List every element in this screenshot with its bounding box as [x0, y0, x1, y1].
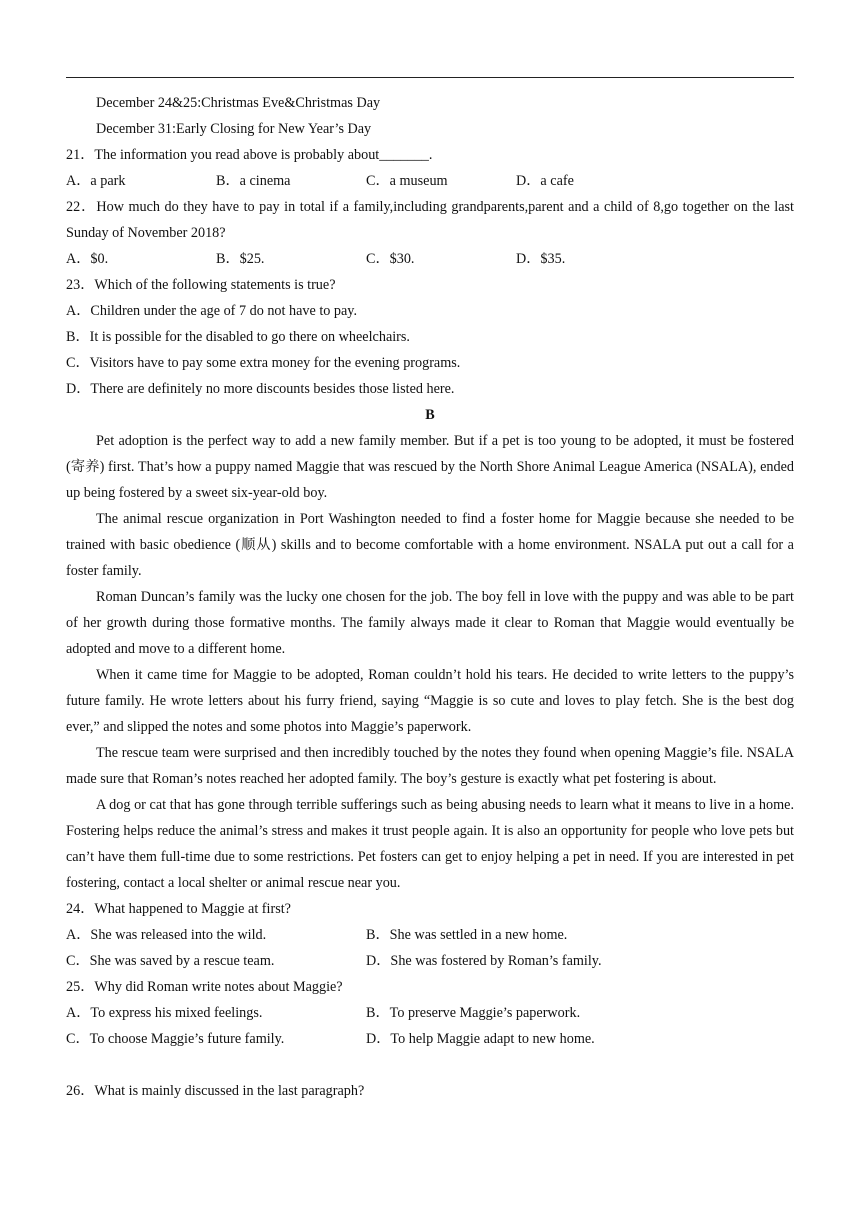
option-a: A．a park — [66, 173, 126, 189]
question-24-options — [66, 948, 794, 974]
header-rule — [66, 77, 794, 78]
question-24-stem: 24．What happened to Maggie at first? — [66, 901, 291, 917]
question-25-options — [66, 1000, 794, 1026]
question-21-options — [66, 168, 794, 194]
question-21-stem: 21．The information you read above is probably about_______. — [66, 147, 433, 163]
document-body — [66, 90, 794, 1104]
option-d: D．a cafe — [516, 173, 574, 189]
option-d: D．She was fostered by Roman’s family. — [366, 953, 602, 969]
option-c: C．Visitors have to pay some extra money for the evening programs. — [66, 355, 461, 371]
option-a: A．$0. — [66, 251, 109, 267]
question-22-stem: 22．How much do they have to pay in total if a family,including grandparents,parent and a child of 8,go together on the last Sunday of November 2018? — [66, 199, 794, 241]
question-25-options — [66, 1026, 794, 1052]
option-c: C．$30. — [366, 251, 415, 267]
option-c: C．To choose Maggie’s future family. — [66, 1031, 285, 1047]
option-a: A．Children under the age of 7 do not have to pay. — [66, 303, 358, 319]
question-25-stem: 25．Why did Roman write notes about Maggie? — [66, 979, 343, 995]
option-b: B．It is possible for the disabled to go there on wheelchairs. — [66, 329, 410, 345]
passage-paragraph: Pet adoption is the perfect way to add a new family member. But if a pet is too young to be adopted, it must be fostered (寄养) first. That’s how a puppy named Maggie that was rescued by the North Shore Animal League America (NSALA), ended up being fostered by a sweet six-year-old boy. — [66, 433, 794, 501]
question-24-options — [66, 922, 794, 948]
option-b: B．$25. — [216, 251, 265, 267]
option-d: D．$35. — [516, 251, 566, 267]
spacer — [66, 1052, 794, 1078]
passage-paragraph: The rescue team were surprised and then incredibly touched by the notes they found when opening Maggie’s file. NSALA made sure that Roman’s notes reached her adopted family. The boy’s gesture is exactly what pet fostering is about. — [66, 745, 794, 787]
option-b: B．She was settled in a new home. — [366, 927, 568, 943]
option-b: B．a cinema — [216, 173, 291, 189]
option-c: C．a museum — [366, 173, 448, 189]
question-22-options — [66, 246, 794, 272]
option-c: C．She was saved by a rescue team. — [66, 953, 275, 969]
passage-paragraph: When it came time for Maggie to be adopted, Roman couldn’t hold his tears. He decided to write letters to the puppy’s future family. He wrote letters about his furry friend, saying “Maggie is so cute and loves to play fetch. She is the best dog ever,” and slipped the notes and some photos into Maggie’s paperwork. — [66, 667, 794, 735]
option-d: D．To help Maggie adapt to new home. — [366, 1031, 595, 1047]
passage-paragraph: A dog or cat that has gone through terrible sufferings such as being abusing needs to learn what it means to live in a home. Fostering helps reduce the animal’s stress and makes it trust people again. It is also an opportunity for people who love pets but can’t have them full-time due to some restrictions. Pet fosters can get to enjoy helping a pet in need. If you are interested in pet fostering, contact a local shelter or animal rescue near you. — [66, 797, 794, 891]
option-b: B．To preserve Maggie’s paperwork. — [366, 1005, 581, 1021]
option-a: A．To express his mixed feelings. — [66, 1005, 263, 1021]
passage-paragraph: The animal rescue organization in Port Washington needed to find a foster home for Maggie because she needed to be trained with basic obedience (顺从) skills and to become comfortable with a home environment. NSALA put out a call for a foster family. — [66, 511, 794, 579]
schedule-line: December 31:Early Closing for New Year’s Day — [96, 121, 372, 137]
section-heading: B — [425, 407, 435, 423]
option-a: A．She was released into the wild. — [66, 927, 267, 943]
passage-paragraph: Roman Duncan’s family was the lucky one chosen for the job. The boy fell in love with the puppy and was able to be part of her growth during those formative months. The family always made it clear to Roman that Maggie would eventually be adopted and move to a different home. — [66, 589, 794, 657]
option-d: D．There are definitely no more discounts besides those listed here. — [66, 381, 455, 397]
schedule-line: December 24&25:Christmas Eve&Christmas Day — [96, 95, 381, 111]
question-23-stem: 23．Which of the following statements is true? — [66, 277, 336, 293]
question-26-stem: 26．What is mainly discussed in the last paragraph? — [66, 1083, 365, 1099]
